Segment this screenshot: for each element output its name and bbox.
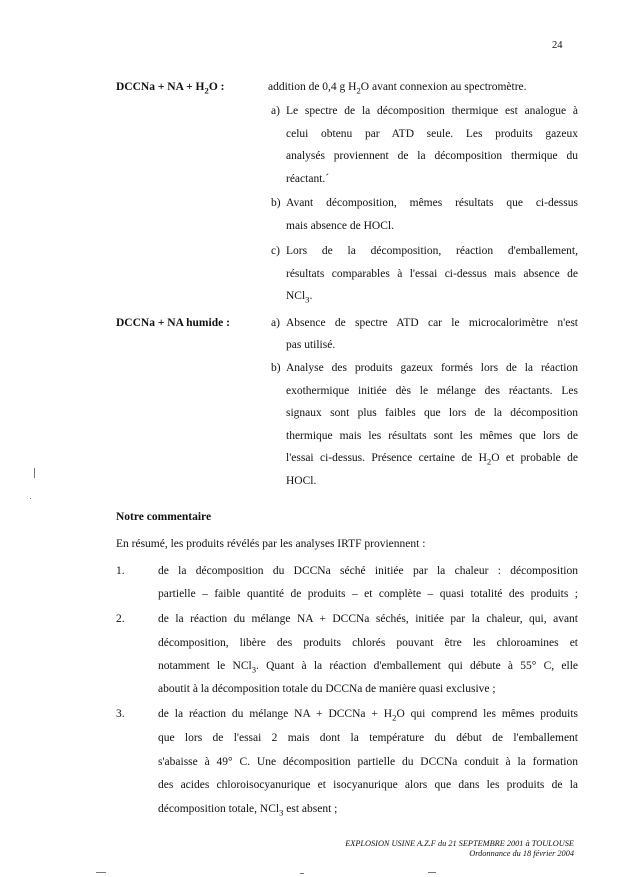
text-line: Absence de spectre ATD car le microcalorimètre n'est (286, 317, 578, 329)
text-line: analysés proviennent de la décomposition thermique du (286, 150, 578, 162)
text-line: thermique mais les résultats sont les mêmes que lors de (286, 430, 578, 442)
text-line: NCl$_3$. (286, 290, 313, 305)
item-letter: c) (271, 245, 280, 257)
text-line: Lors de la décomposition, réaction d'emballement, (286, 245, 578, 257)
section-label-dccna-na-humide: DCCNa + NA humide : (116, 317, 230, 329)
page-number: 24 (552, 40, 563, 51)
summary-line: En résumé, les produits révélés par les analyses IRTF proviennent : (116, 538, 426, 550)
list-number: 3. (116, 708, 125, 720)
list-item-line: aboutit à la décomposition totale du DCCNa de manière quasi exclusive ; (158, 683, 496, 695)
item-letter: a) (271, 317, 280, 329)
scan-speck (30, 498, 31, 499)
list-number: 1. (116, 565, 125, 577)
text-line: Avant décomposition, mêmes résultats que ci-dessus (286, 197, 578, 209)
text-line: mais absence de HOCl. (286, 220, 394, 232)
text-line: Le spectre de la décomposition thermique est analogue à (286, 105, 578, 117)
list-item-line: décomposition totale, NCl$_3$ est absent ; (158, 803, 338, 818)
list-item-line: s'abaisse à 49° C. Une décomposition partielle du DCCNa conduit à la formation (158, 756, 578, 768)
section-heading: Notre commentaire (116, 511, 212, 523)
footer-line-2: Ordonnance du 18 février 2004 (469, 849, 574, 858)
text-line: pas utilisé. (286, 339, 336, 351)
scan-speck (34, 468, 35, 478)
text-line: réactant.´ (286, 173, 330, 185)
text-line: signaux sont plus faibles que lors de la décomposition (286, 407, 578, 419)
section-intro: addition de 0,4 g $H_2O$ avant connexion au spectromètre. (268, 81, 527, 96)
text-line: l'essai ci-dessus. Présence certaine de $H_2O$ et probable de (286, 452, 578, 467)
text-line: HOCl. (286, 475, 317, 487)
list-item-line: décomposition, libère des produits chlorés pouvant être les chloroamines et (158, 637, 578, 649)
list-item-line: notamment le NCl$_3$. Quant à la réaction d'emballement qui débute à 55° C, elle (158, 660, 578, 675)
list-item-line: que lors de l'essai 2 mais dont la température du début de l'emballement (158, 732, 578, 744)
list-item-line: de la réaction du mélange NA + DCCNa séchés, initiée par la chaleur, qui, avant (158, 613, 578, 625)
list-number: 2. (116, 613, 125, 625)
scan-speck (96, 872, 106, 873)
text-line: exothermique initiée dès le mélange des réactants. Les (286, 385, 578, 397)
scan-speck (428, 872, 436, 873)
item-letter: b) (271, 197, 281, 209)
footer-line-1: EXPLOSION USINE A.Z.F du 21 SEPTEMBRE 2001 à TOULOUSE (345, 839, 574, 848)
text-line: Analyse des produits gazeux formés lors de la réaction (286, 362, 578, 374)
scan-speck (300, 873, 304, 874)
list-item-line: des acides chloroisocyanurique et isocyanurique alors que dans les produits de la (158, 779, 578, 791)
item-letter: b) (271, 362, 281, 374)
section-label-dccna-na-h2o: DCCNa + NA + $H_2O$ : (116, 81, 225, 96)
list-item-line: de la décomposition du DCCNa séché initiée par la chaleur : décomposition (158, 565, 578, 577)
item-letter: a) (271, 105, 280, 117)
list-item-line: de la réaction du mélange NA + DCCNa + $H_2O$ qui comprend les mêmes produits (158, 708, 579, 723)
text-line: celui obtenu par ATD seule. Les produits gazeux (286, 128, 578, 140)
list-item-line: partielle – faible quantité de produits – et complète – quasi totalité des produits ; (158, 588, 578, 600)
text-line: résultats comparables à l'essai ci-dessus mais absence de (286, 268, 578, 280)
